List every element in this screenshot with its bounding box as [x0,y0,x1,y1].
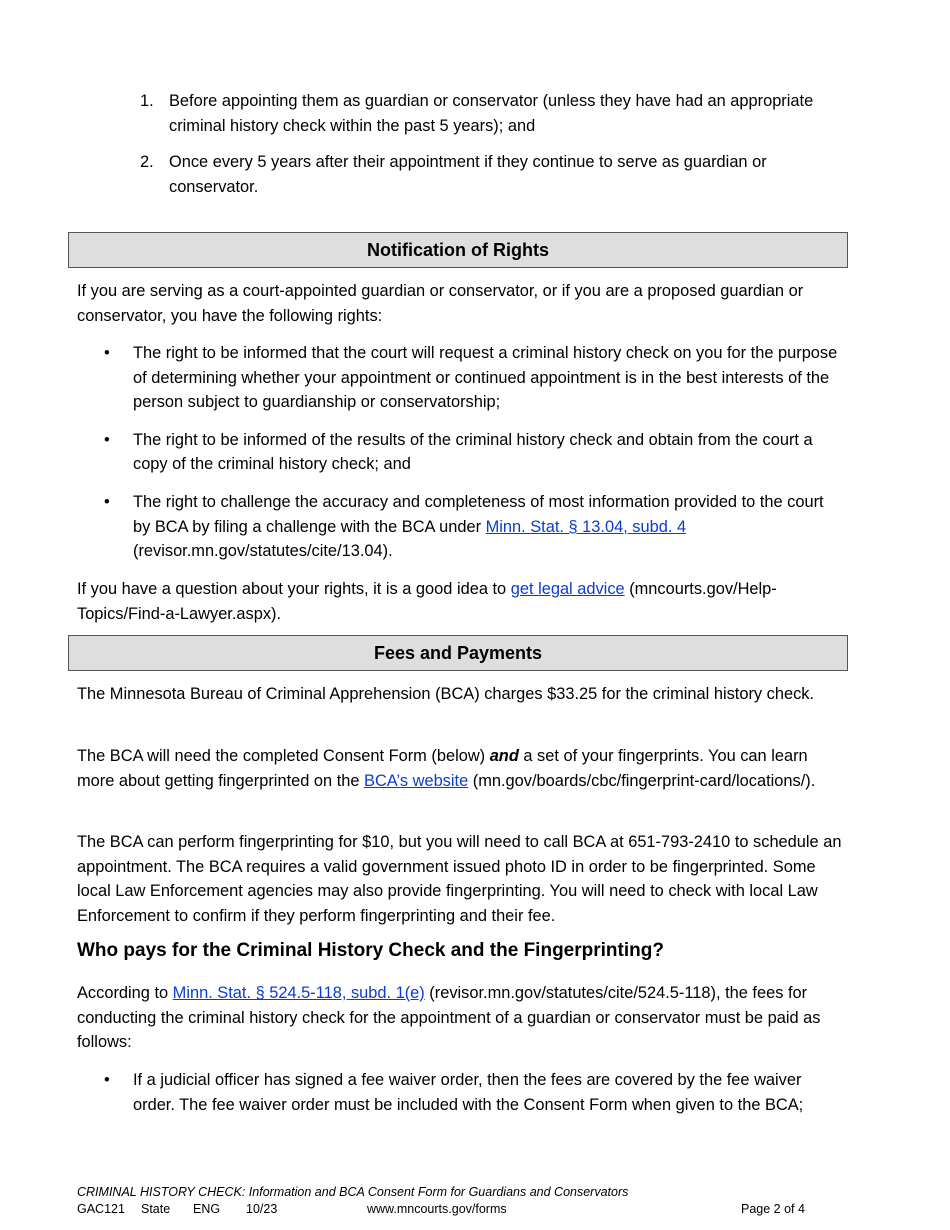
footer-language: ENG [193,1202,221,1216]
list-item-text: Before appointing them as guardian or conservator (unless they have had an appropriate criminal history check within the past 5 years); and [169,92,814,135]
rights-bullet-text: The right to be informed that the court will request a criminal history check on you for the purpose of determining whether your appointment or continued appointment is in the best interests of the person subject to guardianship or conservatorship; [133,344,838,412]
section-header-fees: Fees and Payments [68,635,848,671]
page-footer [77,1184,807,1218]
fees-p2-emphasis: and [489,747,519,765]
footer-meta-row [77,1201,807,1218]
fees-paragraph-1: The Minnesota Bureau of Criminal Apprehension (BCA) charges $33.25 for the criminal history check. [77,685,815,703]
list-item [104,428,844,477]
bca-website-link[interactable]: BCA’s website [364,771,469,790]
list-item [104,341,844,415]
list-item-text: Once every 5 years after their appointment if they continue to serve as guardian or conservator. [169,153,767,196]
fees-paragraph-3: The BCA can perform fingerprinting for $10, but you will need to call BCA at 651-793-2410 to schedule an appointment. The BCA requires a valid government issued photo ID in order to be fingerprinted. Some local Law Enforcement agencies may also provide fingerprinting. You will need to check with local Law Enforcement to confirm if they perform fingerprinting and their fee. [77,833,842,925]
rights-bullet-text-post: (revisor.mn.gov/statutes/cite/13.04). [133,542,393,561]
section-header-rights: Notification of Rights [68,232,848,268]
rights-question [77,577,847,626]
who-pays-bullet-text: If a judicial officer has signed a fee waiver order, then the fees are covered by the fee waiver order. The fee waiver order must be included with the Consent Form when given to the BCA; [133,1071,804,1114]
footer-jurisdiction: State [141,1202,171,1216]
rights-bullet-text: The right to be informed of the results of the criminal history check and obtain from the court a copy of the criminal history check; and [133,430,813,474]
bullet-icon: • [104,492,110,511]
statute-link-524-5-118[interactable]: Minn. Stat. § 524.5-118, subd. 1(e) [172,984,425,1002]
who-pays-text-post: (revisor.mn.gov/statutes/cite/524.5-118), the fees for conducting the criminal history check for the appointment of a guardian or conservator must be paid as follows: [77,984,821,1052]
who-pays-bullet-list [104,1068,844,1117]
legal-advice-link[interactable]: get legal advice [510,580,625,598]
list-number: 2. [140,153,154,172]
footer-page-number: Page 2 of 4 [741,1202,805,1216]
rights-question-text: If you have a question about your rights, it is a good idea to [77,580,511,598]
rights-bullet-text: The right to challenge the accuracy and completeness of most information provided to the court by BCA by filing a challenge with the BCA under [133,492,824,536]
footer-date: 10/23 [246,1202,278,1216]
bullet-icon: • [104,430,110,449]
bullet-icon: • [104,344,110,362]
list-item [104,490,844,564]
list-item [140,150,830,199]
numbered-list [140,89,830,199]
list-item [104,1068,844,1117]
list-item [140,89,830,138]
fees-p2-text-mid: a set of your fingerprints. You can learn more about getting fingerprinted on the [77,747,808,790]
list-number: 1. [140,92,154,110]
rights-bullet-list [104,341,844,564]
footer-form-code: GAC121 [77,1202,125,1216]
statute-link-13-04[interactable]: Minn. Stat. § 13.04, subd. 4 [485,517,687,536]
rights-question-url: (mncourts.gov/Help-Topics/Find-a-Lawyer.aspx). [77,580,777,623]
who-pays-heading: Who pays for the Criminal History Check and the Fingerprinting? [77,940,664,961]
fees-paragraph-2 [77,744,847,793]
footer-title: CRIMINAL HISTORY CHECK: Information and BCA Consent Form for Guardians and Conservators [77,1185,629,1199]
fees-p2-url: (mn.gov/boards/cbc/fingerprint-card/locations/). [468,771,816,790]
fees-p2-text: The BCA will need the completed Consent Form (below) [77,747,490,765]
bullet-icon: • [104,1071,110,1089]
who-pays-paragraph [77,981,847,1055]
footer-website: www.mncourts.gov/forms [367,1202,507,1216]
rights-intro: If you are serving as a court-appointed guardian or conservator, or if you are a proposed guardian or conservator, you have the following rights: [77,282,804,325]
who-pays-text: According to [77,984,173,1002]
